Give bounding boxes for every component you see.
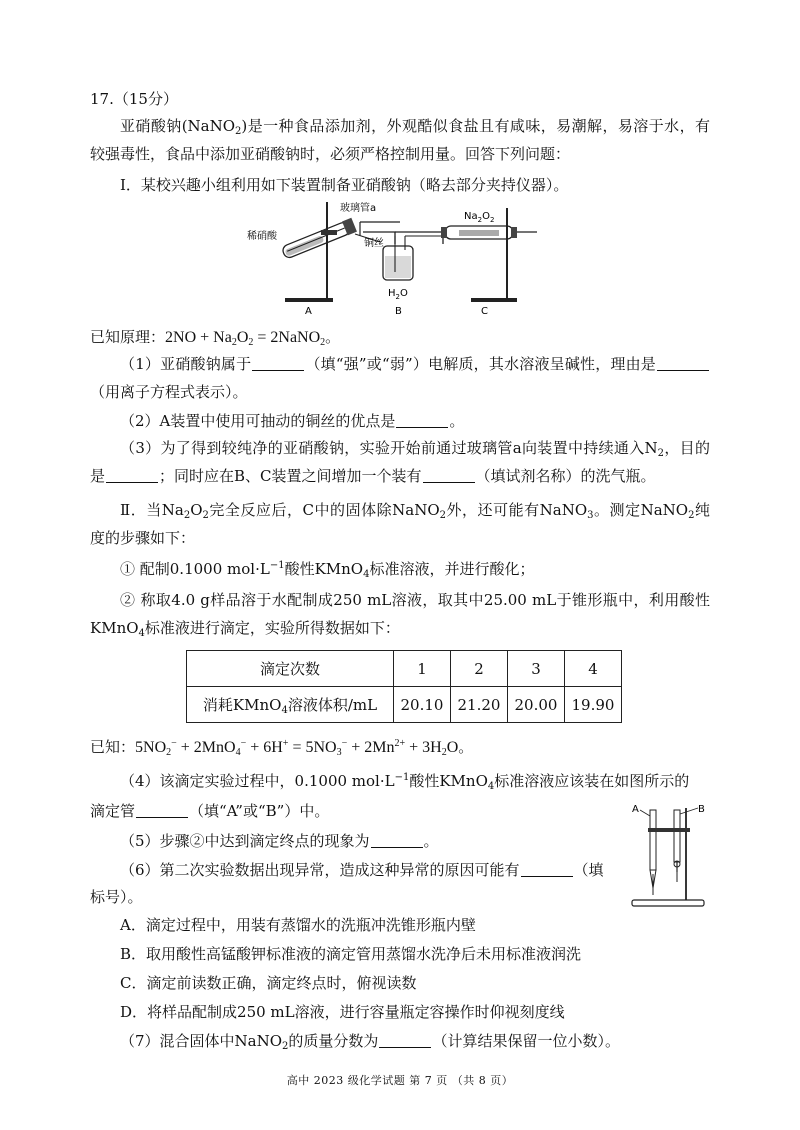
page-footer: 高中 2023 级化学试题 第 7 页 （共 8 页） [286,1074,514,1087]
step-2: ② 称取4.0 g样品溶于水配制成250 mL溶液，取其中25.00 mL于锥形瓶中，利用酸性KMnO$_4$标准液进行滴定，实验所得数据如下： [90,591,710,639]
apparatus-diagram [245,196,545,320]
equation-titration: $5NO_2^- + 2MnO_4^- + 6H^+ = 5NO_3^- + 2Mn^{2+} + 3H_2O$ [135,738,459,758]
option-c[interactable]: C．滴定前读数正确，滴定终点时，俯视读数 [120,974,417,992]
table-cell: 4 [565,651,622,687]
step-1: ① 配制0.1000 $mol\cdot L^{-1}$酸性KMnO$_4$标准溶液，并进行酸化； [120,560,535,580]
question-7: （7）混合固体中NaNO$_2$的质量分数为 （计算结果保留一位小数）。 [120,1032,620,1052]
question-5: （5）步骤②中达到滴定终点的现象为 。 [120,832,439,850]
table-row [187,687,622,723]
question-intro: 亚硝酸钠(NaNO$_2$)是一种食品添加剂，外观酷似食盐且有咸味，易潮解，易溶于水，有较强毒性，食品中添加亚硝酸钠时，必须严格控制用量。回答下列问题： [90,117,711,163]
option-a[interactable]: A．滴定过程中，用装有蒸馏水的洗瓶冲洗锥形瓶内壁 [120,916,476,934]
table-cell: 2 [451,651,508,687]
table-header-label: 滴定次数 [187,651,394,687]
label-apparatus-A: A [305,306,312,317]
answer-blank[interactable] [657,354,709,371]
answer-blank[interactable] [423,466,475,483]
question-2: （2）A装置中使用可抽动的铜丝的优点是 。 [120,412,465,430]
label-apparatus-C: C [481,306,488,317]
question-4-line1: （4）该滴定实验过程中，0.1000 $mol\cdot L^{-1}$酸性KMnO$_4$标准溶液应该装在如图所示的 [120,772,690,792]
titration-data-table [186,650,622,723]
table-cell: 21.20 [451,687,508,723]
answer-blank[interactable] [396,411,448,428]
answer-blank[interactable] [371,831,423,848]
equation-principle: $2NO + Na_2O_2$ = 2NaNO$_2$ [165,329,326,348]
table-cell: 1 [394,651,451,687]
part2-heading: Ⅱ．当$Na_2O_2$完全反应后，C中的固体除NaNO$_2$外，还可能有NaNO$_3$。测定NaNO$_2$纯度的步骤如下： [90,501,710,547]
label-copper-wire: 铜丝 [364,238,384,249]
answer-blank[interactable] [136,801,188,818]
option-d[interactable]: D．将样品配制成250 mL溶液，进行容量瓶定容操作时仰视刻度线 [120,1003,565,1021]
known-principle: 已知原理：$2NO + Na_2O_2$ = 2NaNO$_2$。 [90,328,341,348]
answer-blank[interactable] [106,466,158,483]
table-cell: 3 [508,651,565,687]
question-3: （3）为了得到较纯净的亚硝酸钠，实验开始前通过玻璃管a向装置中持续通入$N_2$，目的是 ；同时应在B、C装置之间增加一个装有 （填试剂名称）的洗气瓶。 [90,439,710,485]
burette-label-A: A [632,804,639,815]
part1-heading: Ⅰ．某校兴趣小组利用如下装置制备亚硝酸钠（略去部分夹持仪器）。 [120,176,569,194]
label-na2o2: $Na_2O_2$ [464,211,495,224]
option-b[interactable]: B．取用酸性高锰酸钾标准液的滴定管用蒸馏水洗净后未用标准液润洗 [120,945,582,963]
question-1: （1）亚硝酸钠属于 （填“强”或“弱”）电解质，其水溶液呈碱性，理由是（用离子方程式表示）。 [90,350,710,406]
question-6-line2: 标号）。 [90,888,143,906]
table-row [187,651,622,687]
table-cell: 20.00 [508,687,565,723]
question-6-line1: （6）第二次实验数据出现异常，造成这种异常的原因可能有 （填 [120,861,604,879]
burette-diagram [628,800,714,910]
table-cell: 19.90 [565,687,622,723]
table-row-label: 消耗KMnO$_4$溶液体积/mL [187,687,394,723]
answer-blank[interactable] [379,1031,431,1048]
answer-blank[interactable] [521,860,573,877]
table-cell: 20.10 [394,687,451,723]
label-glass-tube-a: 玻璃管a [340,203,377,214]
question-number: 17.（15分） [90,90,178,108]
label-water: $H_2O$ [388,288,408,301]
label-dilute-nitric-acid: 稀硝酸 [247,231,277,242]
answer-blank[interactable] [252,354,304,371]
question-4-line2: 滴定管 （填“A”或“B”）中。 [90,802,330,820]
burette-label-B: B [698,804,705,815]
known-reaction: 已知：$5NO_2^- + 2MnO_4^- + 6H^+ = 5NO_3^- + 2Mn^{2+} + 3H_2O$。 [90,738,474,758]
label-apparatus-B: B [395,306,402,317]
